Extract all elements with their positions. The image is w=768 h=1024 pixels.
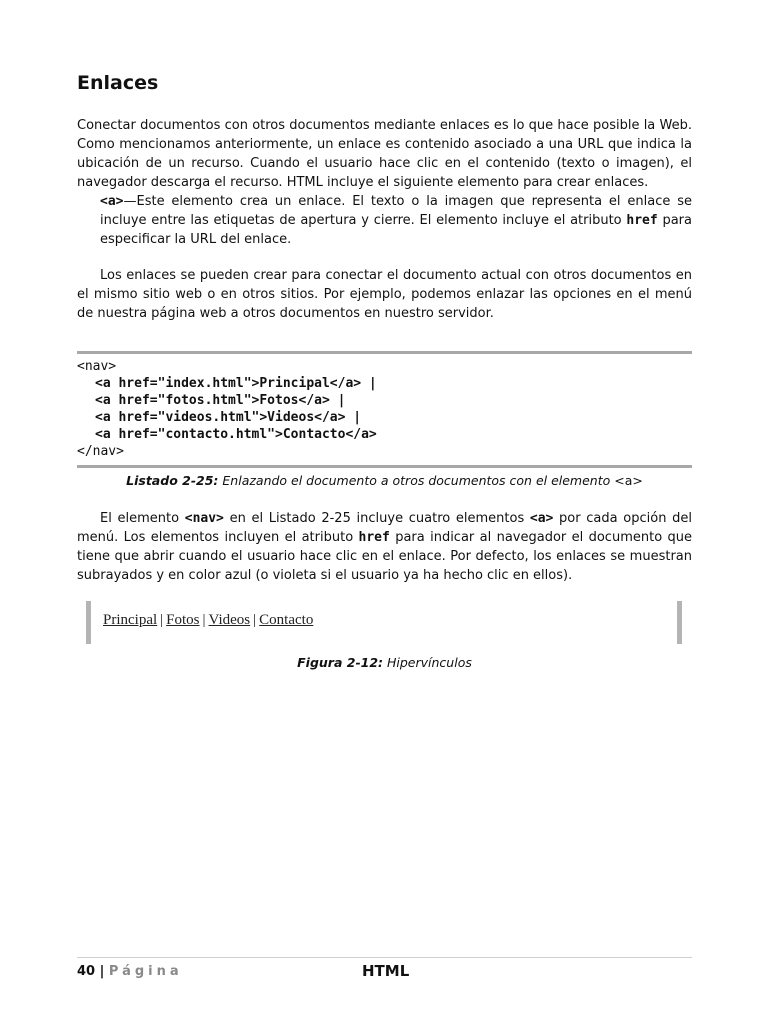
- link-fotos[interactable]: Fotos: [166, 612, 200, 628]
- figure-caption: [77, 655, 692, 670]
- page-number: 40: [77, 964, 96, 979]
- href-code: href: [626, 213, 658, 228]
- explanation-text: El elemento: [100, 511, 185, 526]
- footer-page-number: [77, 964, 183, 979]
- code-line: <a href="videos.html">Videos</a> |: [95, 410, 362, 425]
- explanation-text: para indicar al navegador el documento que tiene que abrir cuando el usuario hace clic en el enlace. Por defecto, los enlaces se muestran subrayados y en color azul (o violeta si el usuario ya ha hecho clic en ellos).: [77, 530, 693, 583]
- a-tag-code: <a>: [100, 194, 124, 209]
- listing-caption-text: Enlazando el documento a otros documentos con el elemento: [218, 473, 615, 488]
- link-videos[interactable]: Videos: [208, 612, 251, 628]
- footer-pagina-label: Página: [108, 964, 183, 979]
- links-paragraph: Los enlaces se pueden crear para conectar el documento actual con otros documentos en el mismo sitio web o en otros sitios. Por ejemplo, podemos enlazar las opciones en el menú de nuestra página web a otros documentos en nuestro servidor.: [77, 268, 692, 321]
- link-separator: |: [160, 612, 164, 628]
- definition-text-2: para especificar la URL del enlace.: [100, 213, 692, 247]
- figure-link-bar: [103, 612, 313, 629]
- footer-title: HTML: [362, 962, 410, 980]
- listing-caption-label: Listado 2-25:: [126, 473, 219, 488]
- listing-caption-tag: <a>: [614, 473, 643, 488]
- link-separator: |: [253, 612, 257, 628]
- explanation-text: en el Listado 2-25 incluye cuatro elementos: [223, 511, 530, 526]
- explanation-paragraph: [77, 509, 692, 585]
- element-definition: [100, 192, 692, 249]
- code-line-open: <nav>: [77, 359, 117, 374]
- code-listing: [77, 358, 692, 460]
- a-code: <a>: [529, 511, 554, 526]
- href-code: href: [358, 530, 390, 545]
- figure-caption-text: Hipervínculos: [383, 655, 472, 670]
- code-line: <a href="contacto.html">Contacto</a>: [95, 427, 377, 442]
- code-line: <a href="index.html">Principal</a> |: [95, 376, 377, 391]
- link-separator: |: [202, 612, 206, 628]
- intro-paragraph: Conectar documentos con otros documentos mediante enlaces es lo que hace posible la Web. Como mencionamos anteriormente, un enlace es contenido asociado a una URL que indica la ubicación de un recurso. Cuando el usuario hace clic en el contenido (texto o imagen), el navegador descarga el recurso. HTML incluye el siguiente elemento para crear enlaces.: [77, 118, 692, 190]
- explanation-text: por cada opción del menú. Los elementos incluyen el atributo: [77, 511, 692, 545]
- page-title: Enlaces: [77, 72, 159, 94]
- listing-caption: [77, 473, 692, 488]
- link-principal[interactable]: Principal: [103, 612, 158, 628]
- code-line: <a href="fotos.html">Fotos</a> |: [95, 393, 346, 408]
- figure-caption-label: Figura 2-12:: [297, 655, 384, 670]
- code-top-rule: [77, 351, 692, 354]
- code-bottom-rule: [77, 465, 692, 468]
- footer-bar: |: [95, 964, 109, 979]
- figure-hyperlinks: [86, 601, 682, 644]
- definition-text-1: —Este elemento crea un enlace. El texto o la imagen que representa el enlace se incluye entre las etiquetas de apertura y cierre. El elemento incluye el atributo: [100, 194, 692, 228]
- link-contacto[interactable]: Contacto: [259, 612, 314, 628]
- code-line-close: </nav>: [77, 444, 124, 459]
- nav-code: <nav>: [184, 511, 224, 526]
- footer-rule: [77, 957, 692, 958]
